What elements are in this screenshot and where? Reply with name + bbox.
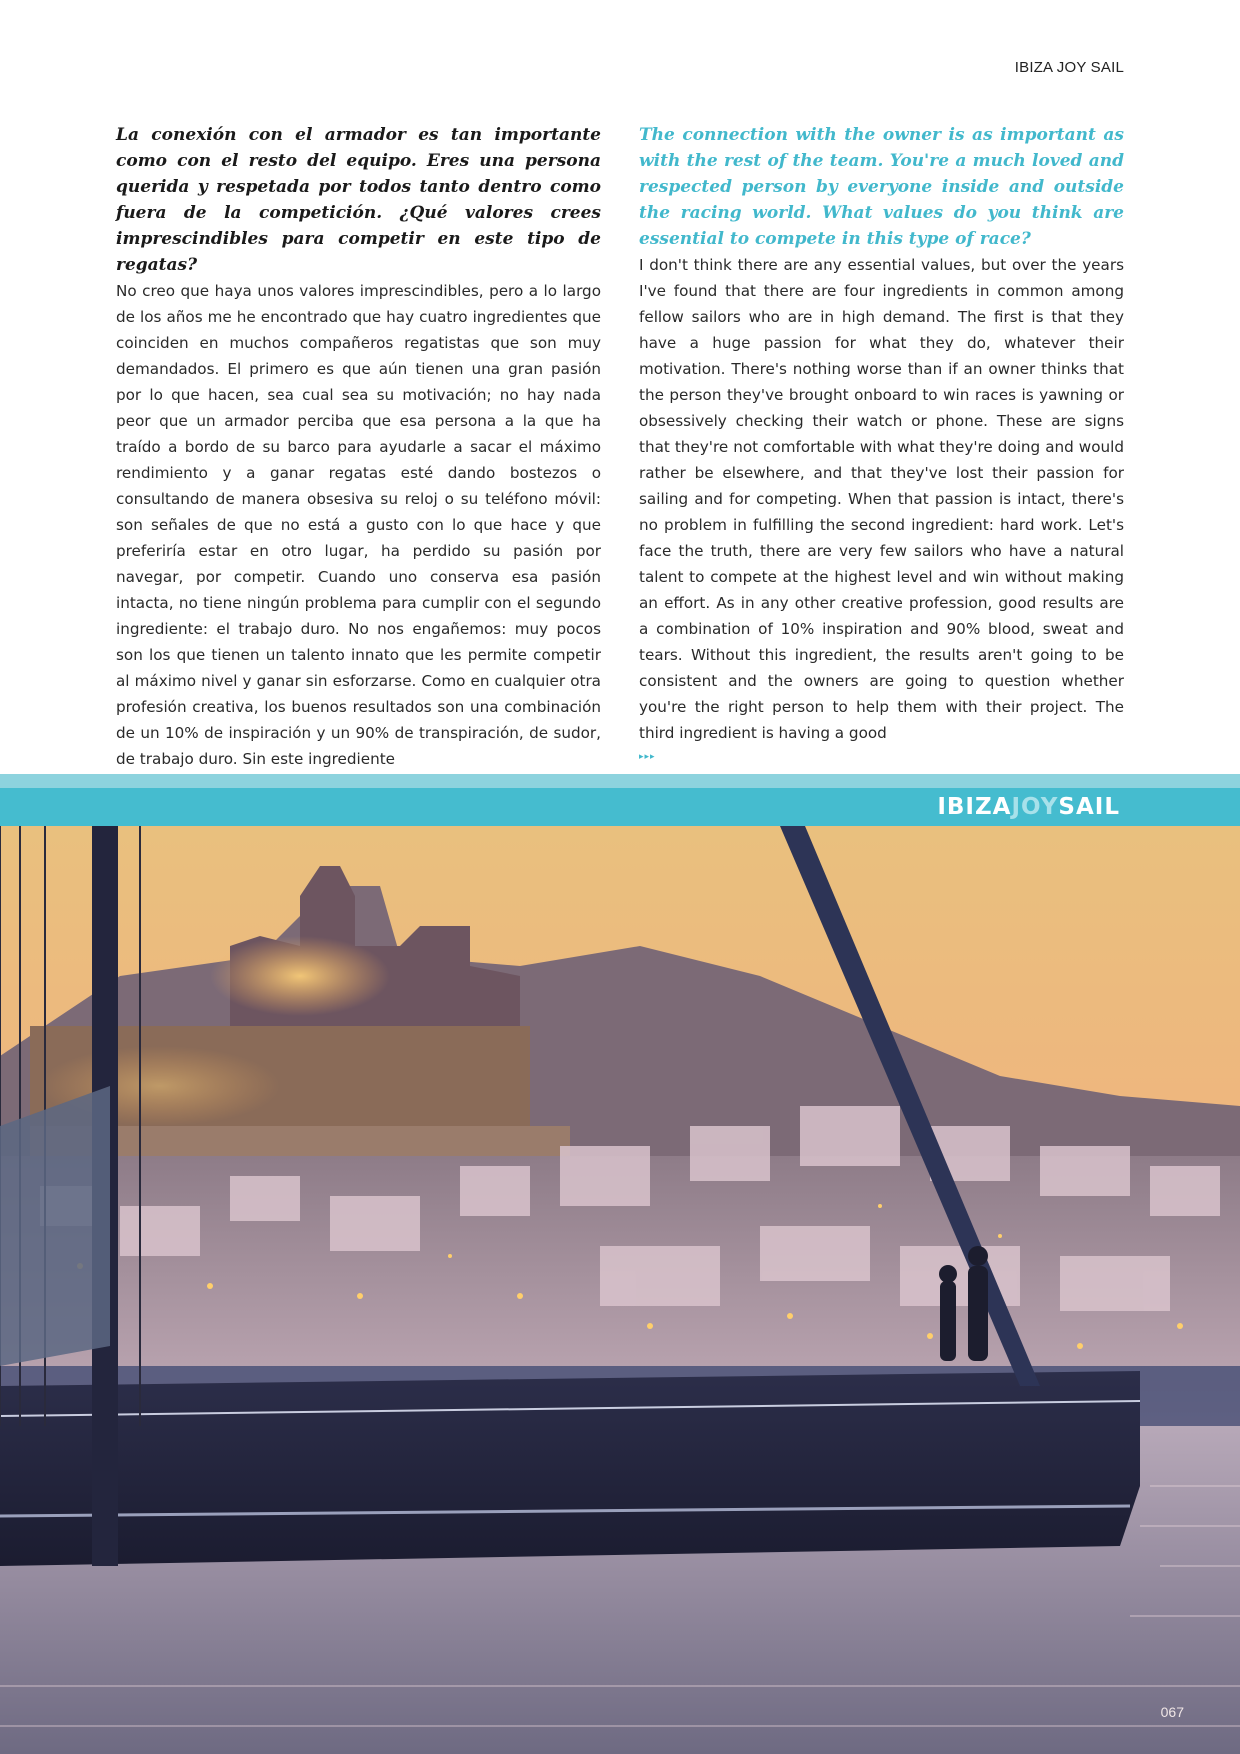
interview-answer-en: I don't think there are any essential values, but over the years I've found that there are four ingredients in common among fellow sailors who are in high demand. The first is that they have a huge passion for what they do, whatever their motivation. There's nothing worse than if an owner thinks that the person they've brought onboard to win races is yawning or obsessively checking their watch or phone. These are signs that they're not comfortable with what they're doing and would rather be elsewhere, and that they've lost their passion for sailing and for competing. When that passion is intact, there's no problem in fulfilling the second ingredient: hard work. Let's face the truth, there are very few sailors who have a natural talent to compete at the highest level and win without making an effort. As in any other creative profession, good results are a combination of 10% inspiration and 90% blood, sweat and tears. Without this ingredient, the results aren't going to be consistent and the owners are going to question whether you're the right person to help them with their project. The third ingredient is having a good [639,256,1124,742]
interview-answer-es: No creo que haya unos valores imprescindibles, pero a lo largo de los años me he encontrado que hay cuatro ingredientes que coinciden en muchos compañeros regatistas que son muy demandados. El primero es que aún tienen una gran pasión por lo que hacen, sea cual sea su motivación; no hay nada peor que un armador perciba que esa persona a la que ha traído a bordo de su barco para ayudarle a sacar el máximo rendimiento y a ganar regatas esté dando bostezos o consultando de manera obsesiva su reloj o su teléfono móvil: son señales de que no está a gusto con lo que hace y que preferiría estar en otro lugar, ha perdido su pasión por navegar, por competir. Cuando uno conserva esa pasión intacta, no tiene ningún problema para cumplir con el segundo ingrediente: el trabajo duro. No nos engañemos: muy pocos son los que tienen un talento innato que les permite competir al máximo nivel y ganar sin esforzarse. Como en cualquier otra profesión creativa, los buenos resultados son una combinación de un 10% de inspiración y un 90% de transpiración, de sudor, de trabajo duro. Sin este ingrediente [116,282,601,768]
interview-question-en: The connection with the owner is as important as with the rest of the team. You're a much loved and respected person by everyone inside and outside the racing world. What values do you think are essential to compete in this type of race? [639,125,1124,249]
ibiza-joy-sail-logo: IBIZAJOYSAIL [937,794,1120,820]
running-title: IBIZA JOY SAIL [1014,59,1124,76]
continue-arrows-icon: ▸▸▸ [639,752,656,762]
page-number: 067 [1160,1704,1184,1720]
interview-question-es: La conexión con el armador es tan importante como con el resto del equipo. Eres una persona querida y respetada por todos tanto dentro como fuera de la competición. ¿Qué valores crees imprescindibles para competir en este tipo de regatas? [116,125,601,275]
spanish-column [116,122,601,794]
ibiza-dusk-photo [0,826,1240,1754]
band-stripe-light [0,774,1240,788]
harbour-photo [0,826,1240,1754]
english-column [639,122,1124,768]
